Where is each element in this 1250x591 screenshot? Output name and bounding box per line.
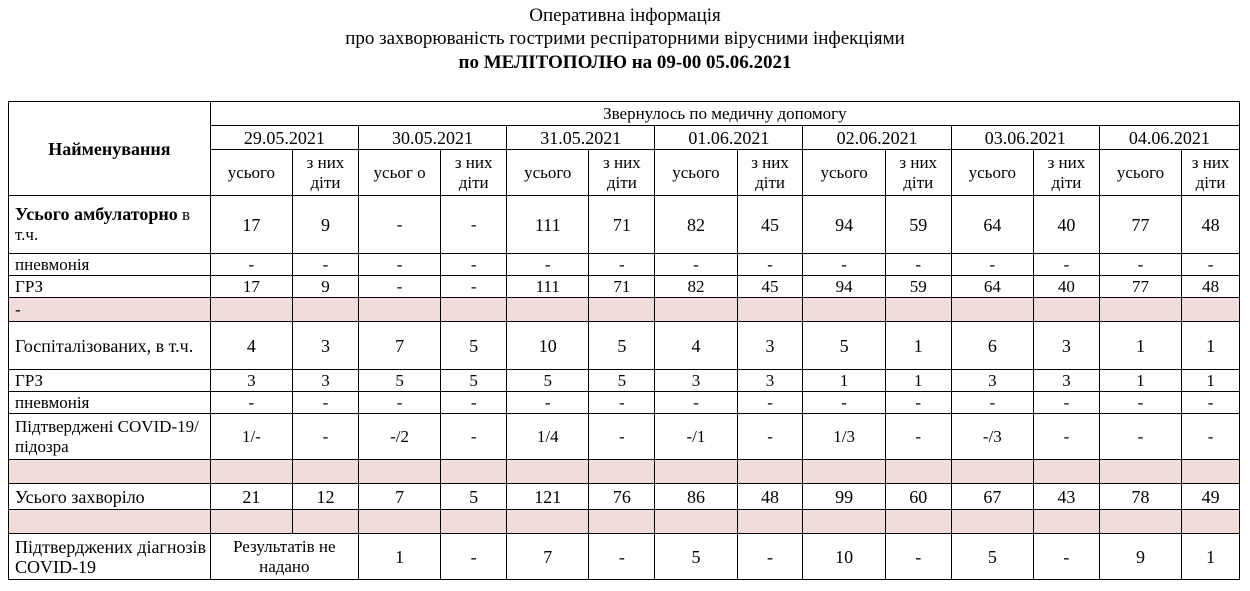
date-header: 03.06.2021 — [951, 126, 1099, 150]
table-cell: - — [589, 414, 655, 460]
table-cell: 1 — [885, 322, 951, 370]
table-cell: 1 — [1099, 322, 1181, 370]
table-cell: 7 — [358, 322, 440, 370]
table-cell: - — [885, 392, 951, 414]
table-cell: - — [589, 392, 655, 414]
table-cell: 3 — [1033, 370, 1099, 392]
table-row — [9, 484, 1240, 510]
table-cell: 43 — [1033, 484, 1099, 510]
table-cell: - — [1182, 254, 1240, 276]
table-cell: - — [1033, 534, 1099, 580]
table-cell: 59 — [885, 276, 951, 298]
subheader-kids: з них діти — [441, 150, 507, 196]
table-cell: - — [358, 254, 440, 276]
table-cell: 71 — [589, 276, 655, 298]
table-cell: 40 — [1033, 276, 1099, 298]
date-header: 04.06.2021 — [1099, 126, 1239, 150]
table-cell: 5 — [507, 370, 589, 392]
table-cell: - — [885, 414, 951, 460]
table-cell: 1 — [885, 370, 951, 392]
row-label-covid-confirmed: Підтверджені COVID-19/підозра — [9, 414, 211, 460]
table-cell: - — [737, 534, 803, 580]
table-cell: - — [803, 254, 885, 276]
subheader-total: усьог о — [358, 150, 440, 196]
subheader-total: усього — [1099, 150, 1181, 196]
subheader-kids: з них діти — [293, 150, 359, 196]
report-title-line1: Оперативна інформація — [529, 5, 721, 26]
table-cell: 45 — [737, 196, 803, 254]
table-cell: 94 — [803, 196, 885, 254]
table-cell: - — [803, 392, 885, 414]
table-cell: 4 — [655, 322, 737, 370]
table-cell: 48 — [737, 484, 803, 510]
row-label-pneumonia: пневмонія — [9, 254, 211, 276]
statistics-table — [8, 101, 1240, 580]
table-cell: 3 — [655, 370, 737, 392]
subheader-total: усього — [655, 150, 737, 196]
table-cell: 86 — [655, 484, 737, 510]
table-cell: - — [737, 392, 803, 414]
table-cell: 64 — [951, 276, 1033, 298]
table-cell: - — [951, 254, 1033, 276]
date-header: 31.05.2021 — [507, 126, 655, 150]
table-cell: 48 — [1182, 276, 1240, 298]
table-cell: 3 — [293, 322, 359, 370]
table-cell: 77 — [1099, 196, 1181, 254]
table-row — [9, 276, 1240, 298]
subheader-kids: з них діти — [1033, 150, 1099, 196]
table-cell: - — [1099, 392, 1181, 414]
row-label-bold: Усього амбулаторно — [15, 204, 178, 224]
table-cell: - — [210, 254, 292, 276]
table-cell: -/1 — [655, 414, 737, 460]
table-cell: 1 — [358, 534, 440, 580]
table-cell: - — [441, 196, 507, 254]
table-cell: 4 — [210, 322, 292, 370]
table-cell: 5 — [589, 370, 655, 392]
table-cell: - — [1033, 254, 1099, 276]
table-cell: 5 — [358, 370, 440, 392]
table-cell: 111 — [507, 276, 589, 298]
table-cell: - — [885, 534, 951, 580]
table-cell: 1 — [803, 370, 885, 392]
table-cell: 5 — [589, 322, 655, 370]
table-row — [9, 322, 1240, 370]
table-cell: 5 — [441, 484, 507, 510]
table-cell: - — [951, 392, 1033, 414]
table-cell: 3 — [951, 370, 1033, 392]
table-cell: - — [441, 414, 507, 460]
table-cell: - — [655, 254, 737, 276]
table-cell: 48 — [1182, 196, 1240, 254]
subheader-total: усього — [210, 150, 292, 196]
separator-label: - — [9, 298, 211, 322]
table-cell: 5 — [441, 370, 507, 392]
table-cell: - — [358, 392, 440, 414]
table-cell: 1/- — [210, 414, 292, 460]
table-cell: 10 — [507, 322, 589, 370]
table-cell: 3 — [293, 370, 359, 392]
table-cell: 45 — [737, 276, 803, 298]
table-row — [9, 534, 1240, 580]
table-cell: 9 — [293, 196, 359, 254]
table-row — [9, 370, 1240, 392]
table-cell: - — [1099, 254, 1181, 276]
report-header — [0, 0, 1250, 75]
table-row — [9, 196, 1240, 254]
table-cell: - — [589, 254, 655, 276]
table-cell: - — [293, 254, 359, 276]
table-cell: - — [507, 392, 589, 414]
table-cell: - — [1182, 414, 1240, 460]
report-title-line3: по МЕЛІТОПОЛЮ на 09-00 05.06.2021 — [458, 52, 792, 73]
table-cell: 17 — [210, 196, 292, 254]
row-label-covid-diagnoses: Підтверджених діагнозів COVID-19 — [9, 534, 211, 580]
date-header: 30.05.2021 — [358, 126, 506, 150]
separator-row — [9, 460, 1240, 484]
table-cell: 71 — [589, 196, 655, 254]
table-cell: 3 — [737, 370, 803, 392]
table-cell: - — [507, 254, 589, 276]
table-cell: 12 — [293, 484, 359, 510]
table-cell: 5 — [951, 534, 1033, 580]
row-label-pneumonia: пневмонія — [9, 392, 211, 414]
table-cell: 64 — [951, 196, 1033, 254]
table-cell: 111 — [507, 196, 589, 254]
table-cell: 1 — [1182, 370, 1240, 392]
table-cell: - — [441, 392, 507, 414]
table-cell: 5 — [441, 322, 507, 370]
table-cell: 7 — [358, 484, 440, 510]
row-label-grz: ГРЗ — [9, 276, 211, 298]
table-cell: 6 — [951, 322, 1033, 370]
subheader-kids: з них діти — [885, 150, 951, 196]
table-cell: - — [210, 392, 292, 414]
row-label-rest: в т.ч. — [15, 205, 191, 244]
table-row — [9, 254, 1240, 276]
table-cell: - — [1182, 392, 1240, 414]
subheader-kids: з них діти — [737, 150, 803, 196]
table-cell: - — [358, 196, 440, 254]
name-column-header: Найменування — [9, 102, 211, 196]
table-cell: -/2 — [358, 414, 440, 460]
table-cell: - — [885, 254, 951, 276]
table-cell: 82 — [655, 276, 737, 298]
table-cell: 121 — [507, 484, 589, 510]
table-cell: - — [737, 254, 803, 276]
table-cell: 5 — [655, 534, 737, 580]
table-cell: 3 — [737, 322, 803, 370]
table-cell: 94 — [803, 276, 885, 298]
table-row — [9, 392, 1240, 414]
table-cell-no-results: Результатів не надано — [210, 534, 358, 580]
table-cell: - — [655, 392, 737, 414]
table-cell: 9 — [293, 276, 359, 298]
row-label-total-sick: Усього захворіло — [9, 484, 211, 510]
table-cell: 3 — [210, 370, 292, 392]
table-cell: 3 — [1033, 322, 1099, 370]
table-cell: 59 — [885, 196, 951, 254]
table-row — [9, 414, 1240, 460]
table-cell: - — [441, 276, 507, 298]
table-cell: - — [1033, 392, 1099, 414]
row-label-total-ambulatory — [9, 196, 211, 254]
table-cell: 49 — [1182, 484, 1240, 510]
table-cell: - — [358, 276, 440, 298]
row-label-grz: ГРЗ — [9, 370, 211, 392]
date-header: 29.05.2021 — [210, 126, 358, 150]
date-header: 01.06.2021 — [655, 126, 803, 150]
table-cell: 60 — [885, 484, 951, 510]
table-cell: 76 — [589, 484, 655, 510]
table-cell: 17 — [210, 276, 292, 298]
table-cell: 99 — [803, 484, 885, 510]
subheader-kids: з них діти — [1182, 150, 1240, 196]
table-cell: 21 — [210, 484, 292, 510]
separator-row — [9, 510, 1240, 534]
table-cell: 1 — [1099, 370, 1181, 392]
table-cell: - — [441, 254, 507, 276]
table-cell: 1/3 — [803, 414, 885, 460]
table-cell: 82 — [655, 196, 737, 254]
table-cell: 77 — [1099, 276, 1181, 298]
table-cell: 1 — [1182, 534, 1240, 580]
table-cell: - — [293, 392, 359, 414]
table-cell: - — [293, 414, 359, 460]
table-cell: - — [589, 534, 655, 580]
subheader-kids: з них діти — [589, 150, 655, 196]
table-cell: - — [737, 414, 803, 460]
subheader-total: усього — [803, 150, 885, 196]
separator-row — [9, 298, 1240, 322]
group-header: Звернулось по медичну допомогу — [210, 102, 1239, 126]
report-title-line2: про захворюваність гострими респіраторними вірусними інфекціями — [345, 28, 905, 49]
table-cell: 5 — [803, 322, 885, 370]
subheader-total: усього — [507, 150, 589, 196]
table-cell: - — [1099, 414, 1181, 460]
table-cell: - — [441, 534, 507, 580]
table-cell: 10 — [803, 534, 885, 580]
subheader-total: усього — [951, 150, 1033, 196]
table-cell: 78 — [1099, 484, 1181, 510]
table-cell: 1 — [1182, 322, 1240, 370]
row-label-hospitalized: Госпіталізованих, в т.ч. — [9, 322, 211, 370]
table-cell: - — [1033, 414, 1099, 460]
table-cell: 1/4 — [507, 414, 589, 460]
table-cell: 67 — [951, 484, 1033, 510]
table-cell: 40 — [1033, 196, 1099, 254]
table-cell: 9 — [1099, 534, 1181, 580]
table-cell: 7 — [507, 534, 589, 580]
date-header: 02.06.2021 — [803, 126, 951, 150]
table-cell: -/3 — [951, 414, 1033, 460]
